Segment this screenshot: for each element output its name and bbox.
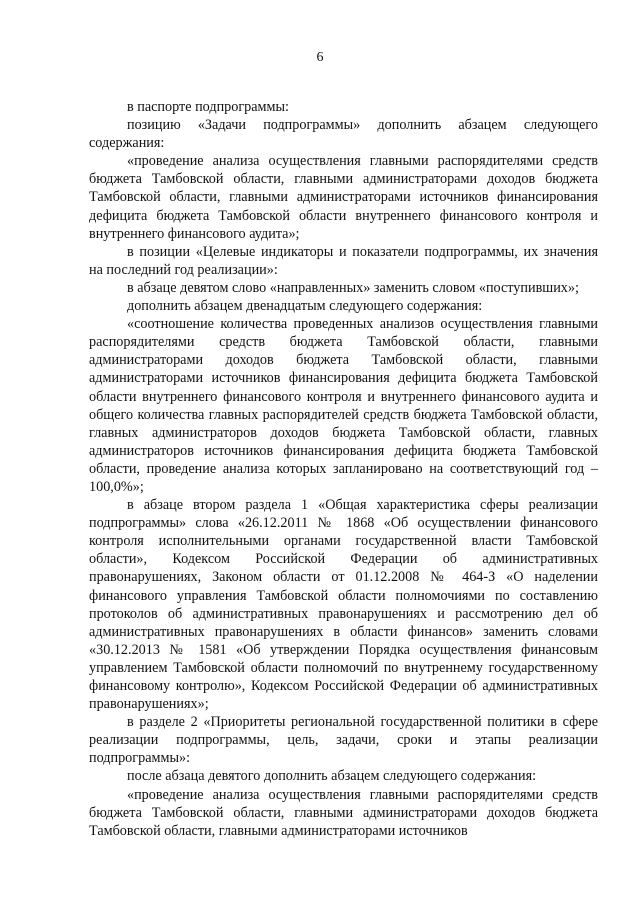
paragraph: в позиции «Целевые индикаторы и показатели подпрограммы, их значения на последний год реализации»: [89, 243, 598, 278]
paragraph: после абзаца девятого дополнить абзацем следующего содержания: [127, 768, 537, 785]
paragraph: в разделе 2 «Приоритеты региональной государственной политики в сфере реализации подпрограммы, цель, задачи, сроки и этапы реализации подпрограммы»: [89, 714, 598, 767]
paragraph: в абзаце девятом слово «направленных» заменить словом «поступивших»; [127, 279, 579, 296]
paragraph: в абзаце втором раздела 1 «Общая характеристика сферы реализации подпрограммы» слова «26.12.2011 № 1868 «Об осуществлении финансового контроля исполнительными органами государственной власти Тамбовской области», Кодексом Российской Федерации об административных правонарушениях, Законом области от 01.12.2008 № 464-З «О наделении финансового управления Тамбовской области полномочиями по составлению протоколов об административных правонарушениях и рассмотрению дел об административных правонарушениях в области финансов» заменить словами «30.12.2013 № 1581 «Об утверждении Порядка осуществления финансовым управлением Тамбовской области полномочий по внутреннему государственному финансовому контролю», Кодексом Российской Федерации об административных правонарушениях»; [89, 497, 598, 713]
paragraph: «проведение анализа осуществления главными распорядителями средств бюджета Тамбовской области, главными администраторами доходов бюджета Тамбовской области, главными администраторами источников [89, 786, 598, 839]
paragraph: дополнить абзацем двенадцатым следующего содержания: [127, 298, 483, 315]
paragraph: в паспорте подпрограммы: [127, 99, 289, 115]
document-body [89, 98, 598, 840]
paragraph: позицию «Задачи подпрограммы» дополнить абзацем следующего содержания: [89, 117, 598, 152]
paragraph: «соотношение количества проведенных анализов осуществления главными распорядителями средств бюджета Тамбовской области, главными администраторами доходов бюджета Тамбовской области, главными администраторами источников финансирования дефицита бюджета Тамбовской области внутреннего финансового контроля и внутреннего финансового аудита и общего количества главных распорядителей средств бюджета Тамбовской области, главных администраторов доходов бюджета Тамбовской области, главных администраторов источников финансирования дефицита бюджета Тамбовской области, проведение анализа которых запланировано на соответствующий год – 100,0%»; [89, 316, 598, 495]
paragraph: «проведение анализа осуществления главными распорядителями средств бюджета Тамбовской области, главными администраторами доходов бюджета Тамбовской области, главными администраторами источников финансирования дефицита бюджета Тамбовской области внутреннего финансового контроля и внутреннего финансового аудита»; [89, 153, 598, 242]
page-number: 6 [316, 50, 324, 65]
